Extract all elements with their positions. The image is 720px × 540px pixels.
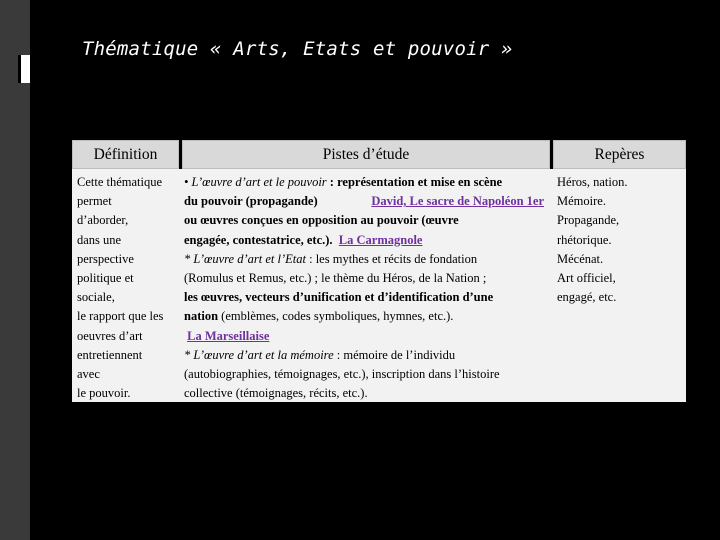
pistes-text: engagée, contestatrice, etc.).: [184, 232, 333, 247]
slide-title: Thématique « Arts, Etats et pouvoir »: [82, 38, 513, 60]
pistes-line: (Romulus et Remus, etc.) ; le thème du Héros, de la Nation ;: [184, 271, 487, 286]
reperes-line: engagé, etc.: [557, 290, 617, 305]
definition-line: avec: [77, 367, 100, 382]
pistes-line: [184, 192, 544, 211]
pistes-text: : les mythes et récits de fondation: [305, 251, 478, 266]
pistes-line: les œuvres, vecteurs d’unification et d’identification d’une: [184, 290, 494, 305]
link-david-sacre[interactable]: David, Le sacre de Napoléon 1er: [371, 194, 544, 209]
pistes-line: (autobiographies, témoignages, etc.), inscription dans l’histoire: [184, 367, 500, 382]
definition-line: sociale,: [77, 290, 115, 305]
link-la-marseillaise[interactable]: La Marseillaise: [187, 328, 270, 343]
header-pistes: Pistes d’étude: [182, 140, 550, 169]
pistes-text: nation: [184, 309, 219, 324]
definition-line: oeuvres d’art: [77, 328, 143, 343]
pistes-text: : représentation et mise en scène: [326, 175, 503, 189]
definition-cell: [77, 173, 182, 403]
definition-line: le rapport que les: [77, 309, 164, 324]
pistes-text: (emblèmes, codes symboliques, hymnes, etc.).: [218, 309, 454, 324]
reperes-line: Mémoire.: [557, 194, 606, 209]
table-content: [72, 140, 686, 402]
pistes-line: ou œuvres conçues en opposition au pouvoir (œuvre: [184, 213, 459, 228]
reperes-line: Propagande,: [557, 213, 620, 228]
definition-line: permet: [77, 194, 112, 209]
pistes-line: [184, 173, 544, 192]
reperes-cell: [557, 173, 682, 307]
link-la-carmagnole[interactable]: La Carmagnole: [338, 232, 423, 247]
reperes-line: Héros, nation.: [557, 175, 628, 189]
pistes-line: collective (témoignages, récits, etc.).: [184, 386, 368, 401]
reperes-line: Mécénat.: [557, 251, 604, 266]
pistes-theme-power: • L’œuvre d’art et le pouvoir: [184, 175, 327, 189]
header-definition: Définition: [72, 140, 179, 169]
pistes-line: [184, 346, 544, 365]
pistes-line: [184, 327, 544, 346]
definition-line: perspective: [77, 251, 134, 266]
definition-line: politique et: [77, 271, 134, 286]
definition-line: le pouvoir.: [77, 386, 131, 401]
definition-line: Cette thématique: [77, 175, 163, 189]
pistes-text: : mémoire de l’individu: [333, 347, 456, 362]
pistes-text: du pouvoir (propagande): [184, 194, 318, 209]
definition-line: dans une: [77, 232, 122, 247]
pistes-line: [184, 231, 544, 250]
pistes-theme-state: * L’œuvre d’art et l’Etat: [184, 251, 306, 266]
pistes-line: [184, 250, 544, 269]
pistes-line: [184, 307, 544, 326]
pistes-theme-memory: * L’œuvre d’art et la mémoire: [184, 347, 334, 362]
pistes-cell: [184, 173, 544, 403]
reperes-line: rhétorique.: [557, 232, 612, 247]
title-accent-bar-edge: [18, 55, 21, 83]
definition-line: d’aborder,: [77, 213, 129, 228]
reperes-line: Art officiel,: [557, 271, 616, 286]
header-reperes: Repères: [553, 140, 686, 169]
definition-line: entretiennent: [77, 347, 143, 362]
